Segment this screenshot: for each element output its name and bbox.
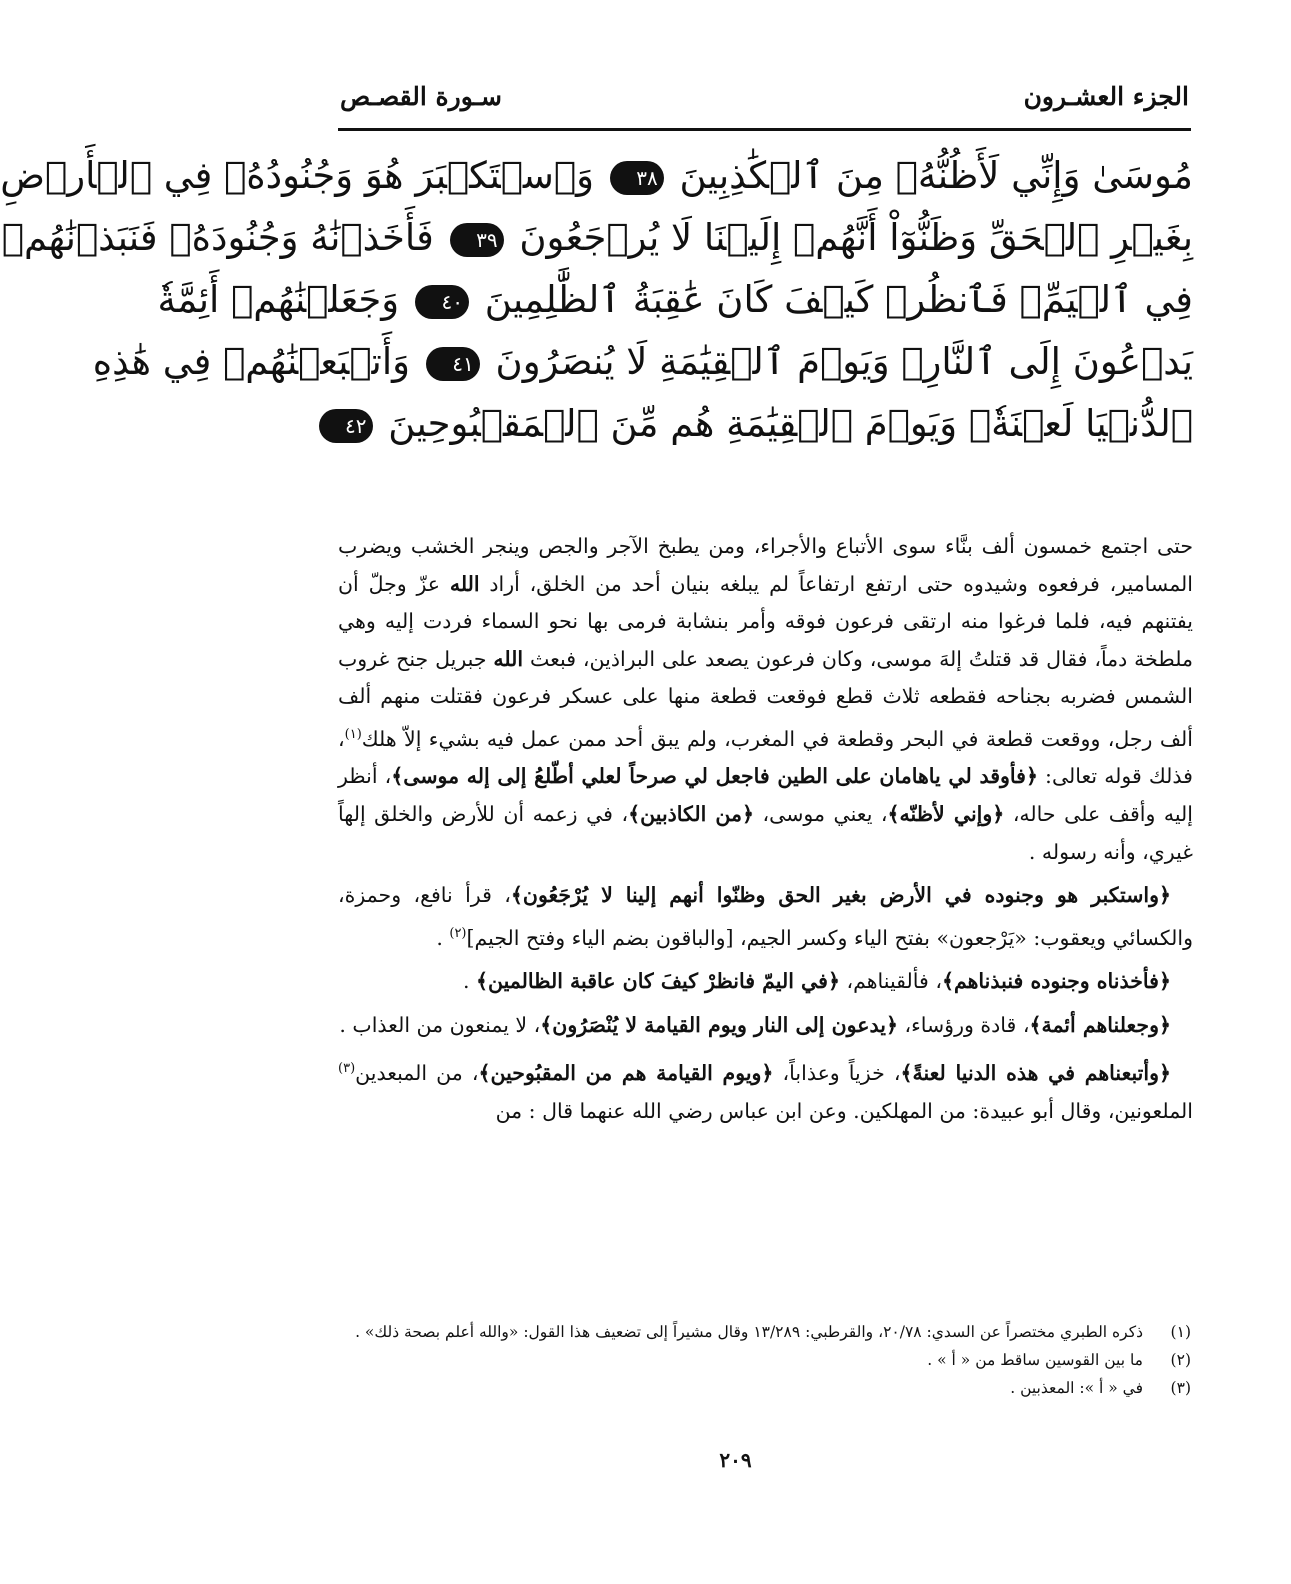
header-rule [338,128,1191,131]
commentary-segment: الملعونين، وقال أبو عبيدة: من المهلكين. وعن ابن عباس رضي الله عنهما قال : من [495,1098,1193,1123]
footnotes [338,1318,1191,1402]
quoted-verse: ﴿وجعلناهم أئمة﴾ [1029,1012,1171,1037]
footnote-reference: (١) [344,726,362,742]
quoted-verse: ﴿من الكاذبين﴾ [628,801,755,826]
verse-text: ٱلدُّنۡيَا لَعۡنَةٗۖ وَيَوۡمَ ٱلۡقِيَٰمَةِ هُم مِّنَ ٱلۡمَقۡبُوحِينَ [376,402,1193,445]
quran-line [1,207,1193,269]
footnote-reference: (٢) [449,925,467,941]
quran-line [157,269,1193,331]
footnote-reference: (٣) [338,1061,356,1077]
commentary-segment: ، خزياً وعذاباً، [773,1061,901,1086]
quoted-verse: ﴿فأوقد لي ياهامان على الطين فاجعل لي صرحاً لعلي أطّلعُ إلى إله موسى﴾ [391,764,1038,789]
quran-verses [0,145,1193,455]
verse-text: وَجَعَلۡنَٰهُمۡ أَئِمَّةٗ [157,278,411,321]
footnote-number: (٣) [1170,1379,1191,1397]
quoted-verse: ﴿واستكبر هو وجنوده في الأرض بغير الحق وظنّوا أنهم إلينا لا يُرْجَعُون﴾ [510,883,1172,908]
commentary-segment: جبريل جنح غروب الشمس فضربه بجناحه فقطعه ثلاث قطع فوقعت قطعة منها على عسكر فرعون فقتلت منهم ألف ألف رجل، ووقعت قطعة في البحر وقطعة في المغرب، ولم يبق أحد ممن عمل فيه بشيء إلاّ هلك [338,646,1193,751]
quoted-verse: ﴿وإني لأظنّه﴾ [887,801,1005,826]
verse-text: يَدۡعُونَ إِلَى ٱلنَّارِۖ وَيَوۡمَ ٱلۡقِيَٰمَةِ لَا يُنصَرُونَ [483,340,1193,383]
footnote-number: (٢) [1170,1351,1191,1369]
ayah-number-mark: ٤١ [426,347,480,381]
quran-line [92,331,1193,393]
quran-line [0,145,1193,207]
footnote [338,1318,1191,1346]
quoted-verse: ﴿يدعون إلى النار ويوم القيامة لا يُنْصَرُون﴾ [540,1012,898,1037]
quoted-verse: ﴿وأتبعناهم في هذه الدنيا لعنةً﴾ [900,1061,1171,1086]
commentary-segment: ، لا يمنعون من العذاب . [339,1012,541,1037]
commentary-segment: ، قرأ نافع، وحمزة، والكسائي ويعقوب: «يَرْجعون» بفتح الياء وكسر الجيم، [والباقون بضم الياء وفتح الجيم] [338,883,1193,950]
commentary-segment: ، في زعمه أن للأرض والخلق إلهاً غيري، وأنه رسوله . [338,801,1193,864]
commentary-segment: . [436,925,450,950]
commentary-paragraph [338,528,1193,871]
verse-text: مُوسَىٰ وَإِنِّي لَأَظُنُّهُۥ مِنَ ٱلۡكَٰذِبِينَ [667,154,1193,197]
commentary-segment: . [462,969,476,994]
commentary-segment: ، فذلك قوله تعالى: [338,726,1193,789]
commentary-segment: ، يعني موسى، [754,801,888,826]
footnote [338,1374,1191,1402]
ayah-number-mark: ٣٩ [450,223,504,257]
footnote-text: ذكره الطبري مختصراً عن السدي: ٢٠/٧٨، والقرطبي: ١٣/٢٨٩ وقال مشيراً إلى تضعيف هذا القول: «والله أعلم بصحة ذلك» . [355,1323,1143,1341]
ayah-number-mark: ٤٢ [319,409,373,443]
commentary-segment: عزّ وجلّ أن يفتنهم فيه، فلما فرغوا منه ارتقى فرعون فوقه وأمر بنشابة فرمى بها نحو السماء فردت إليه وهي ملطخة دماً، فقال قد قتلتُ إلهَ موسى، وكان فرعون يصعد على البراذين، فبعث [338,571,1193,671]
verse-text: وَٱسۡتَكۡبَرَ هُوَ وَجُنُودُهُۥ فِي ٱلۡأَرۡضِ [0,154,606,197]
surah-title: سـورة القصـص [340,82,502,111]
ayah-number-mark: ٣٨ [610,161,664,195]
commentary-paragraph [338,1007,1193,1045]
quoted-verse: ﴿ويوم القيامة هم من المقبُوحين﴾ [478,1061,774,1086]
footnote-text: ما بين القوسين ساقط من « أ » . [927,1351,1143,1369]
quran-line [338,393,1193,455]
ayah-number-mark: ٤٠ [415,285,469,319]
commentary-segment: ، أنظر إليه وأقف على حاله، [338,764,1194,826]
footnote-text: في « أ »: المعذبين . [1010,1379,1143,1397]
quoted-verse: ﴿في اليمّ فانظرْ كيفَ كان عاقبة الظالمين﴾ [476,969,840,994]
commentary-paragraph [338,963,1193,1001]
running-head [340,82,1189,122]
quoted-verse: الله [449,571,480,596]
verse-text: وَأَتۡبَعۡنَٰهُمۡ فِي هَٰذِهِ [92,340,422,383]
footnote [338,1346,1191,1374]
verse-text: فَأَخَذۡنَٰهُ وَجُنُودَهُۥ فَنَبَذۡنَٰهُمۡ [1,216,446,259]
commentary-paragraph [338,1050,1193,1130]
commentary-segment: ، من المبعدين [355,1061,479,1086]
page-number: ٢٠٩ [719,1448,752,1472]
commentary-segment: ، فألقيناهم، [839,969,942,994]
quoted-verse: الله [493,646,524,671]
commentary-segment: ، قادة ورؤساء، [897,1012,1030,1037]
quoted-verse: ﴿فأخذناه وجنوده فنبذناهم﴾ [941,969,1171,994]
footnote-number: (١) [1170,1323,1191,1341]
verse-text: بِغَيۡرِ ٱلۡحَقِّ وَظَنُّوٓاْ أَنَّهُمۡ إِلَيۡنَا لَا يُرۡجَعُونَ [507,216,1193,259]
commentary-text [338,528,1193,1136]
verse-text: فِي ٱلۡيَمِّۖ فَٱنظُرۡ كَيۡفَ كَانَ عَٰقِبَةُ ٱلظَّٰلِمِينَ [472,278,1193,321]
commentary-segment: حتى اجتمع خمسون ألف بنَّاء سوى الأتباع والأجراء، ومن يطبخ الآجر والجص وينجر الخشب ويضرب المسامير، فرفعوه وشيدوه حتى ارتفع ارتفاعاً لم يبلغه بنيان أحد من الخلق، أراد [338,534,1194,596]
commentary-paragraph [338,877,1193,957]
part-title: الجزء العشـرون [1023,82,1189,111]
